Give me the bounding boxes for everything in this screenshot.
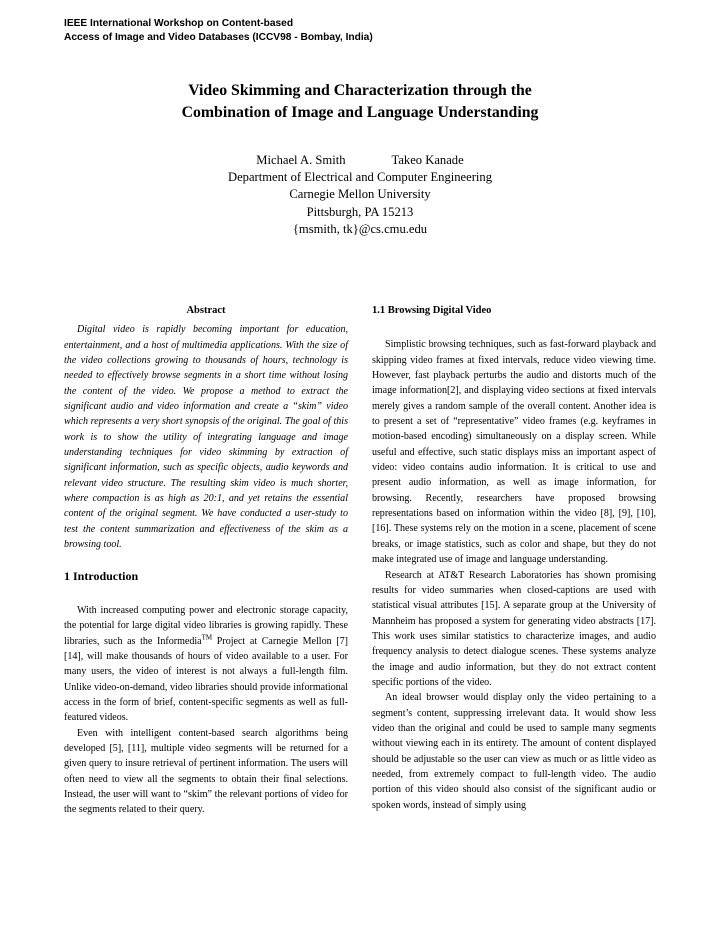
author-university: Carnegie Mellon University: [289, 187, 431, 202]
author-names: [0, 152, 720, 169]
browsing-heading: 1.1 Browsing Digital Video: [372, 305, 492, 316]
author-city: Pittsburgh, PA 15213: [306, 204, 414, 219]
author-department: Department of Electrical and Computer Engineering: [227, 170, 493, 185]
author-smith: Michael A. Smith: [256, 153, 346, 167]
author-kanade: Takeo Kanade: [391, 153, 464, 167]
conference-header-line2: Access of Image and Video Databases (ICCV98 - Bombay, India): [64, 31, 373, 43]
author-email: {msmith, tk}@cs.cmu.edu: [292, 221, 428, 236]
conference-header: [64, 17, 373, 44]
conference-header-line1: IEEE International Workshop on Content-based: [64, 18, 294, 29]
left-column: [64, 303, 348, 818]
introduction-paragraph-1: [64, 603, 348, 726]
browsing-paragraph-3: An ideal browser would display only the video pertaining to a segment’s content, suppressing irrelevant data. It would show less video than the original and could be used to sample many segments without viewing each in its entirety. The amount of content displayed should be adjustable so the user can view as much or as little video as needed, from extremely compact to full-length video. The audio portion of this video should also consist of the significant audio or spoken words, instead of simply using: [372, 692, 656, 811]
trademark-mark: TM: [201, 633, 213, 642]
abstract-text: Digital video is rapidly becoming important for education, entertainment, and a host of multimedia applications. With the size of the video collections growing to thousands of hours, technology is needed to effectively browse segments in a short time without losing the content of the video. We propose a method to extract the significant audio and video information and create a “skim” video which represents a very short synopsis of the original. The goal of this work is to show the utility of integrating language and image understanding techniques for video skimming by extraction of significant information, such as specific objects, audio keywords and relevant video structure. The resulting skim video is much shorter, where compaction is as high as 20:1, and yet retains the essential content of the original segment. We have conducted a user-study to test the content summarization and effectiveness of the skim as a browsing tool.: [64, 324, 348, 551]
introduction-paragraph-2: Even with intelligent content-based search algorithms being developed [5], [11], multiple video segments will be returned for a given query to insure retrieval of pertinent information. The users will often need to view all the segments to obtain their final selections. Instead, the user will want to “skim” the relevant portions of video for the segments related to their query.: [64, 727, 348, 816]
abstract-heading: Abstract: [186, 305, 226, 316]
paper-title: [0, 80, 720, 123]
browsing-paragraph-1: Simplistic browsing techniques, such as fast-forward playback and skipping video frames at fixed intervals, reduce video viewing time. However, fast playback perturbs the audio and distorts much of the image information[2], and displaying video sections at fixed intervals merely gives a random sample of the overall content. Another idea is to present a set of “representative” video frames (e.g. keyframes in motion-based encoding) simultaneously on a display screen. While useful and effective, such static displays miss an important aspect of video: video contains audio information. It is critical to use and present audio information, as well as image information, for browsing. Recently, researchers have proposed browsing representations based on information within the video [8], [9], [10], [16]. These systems rely on the motion in a scene, placement of scene breaks, or image statistics, such as color and shape, but they do not make integrated use of image and language understanding.: [372, 339, 656, 566]
browsing-paragraph-2: Research at AT&T Research Laboratories has shown promising results for video summaries when closed-captions are used with statistical visual attributes [15]. A separate group at the University of Mannheim has proposed a system for generating video abstracts [17]. This work uses similar statistics to characterize images, and audio frequency analysis to detect dialogue scenes. These systems analyze the image and audio information, but they do not extract content specific portions of the video.: [372, 569, 656, 688]
right-column: [372, 303, 656, 813]
introduction-heading: 1 Introduction: [64, 568, 139, 583]
paper-title-line1: Video Skimming and Characterization through the: [188, 82, 532, 99]
introduction-p1-before: With increased computing power and electronic storage capacity, the potential for large digital video libraries is growing rapidly. These libraries, such as the Informedia: [64, 604, 348, 647]
paper-title-line2: Combination of Image and Language Understanding: [181, 103, 539, 121]
introduction-p1-after: Project at Carnegie Mellon [7] [14], will make thousands of hours of video available to a user. For many users, the video of interest is not always a full-length film. Unlike video-on-demand, video libraries should provide informational access in the form of brief, content-specific segments as well as full-featured videos.: [64, 635, 348, 724]
author-block: [0, 152, 720, 238]
